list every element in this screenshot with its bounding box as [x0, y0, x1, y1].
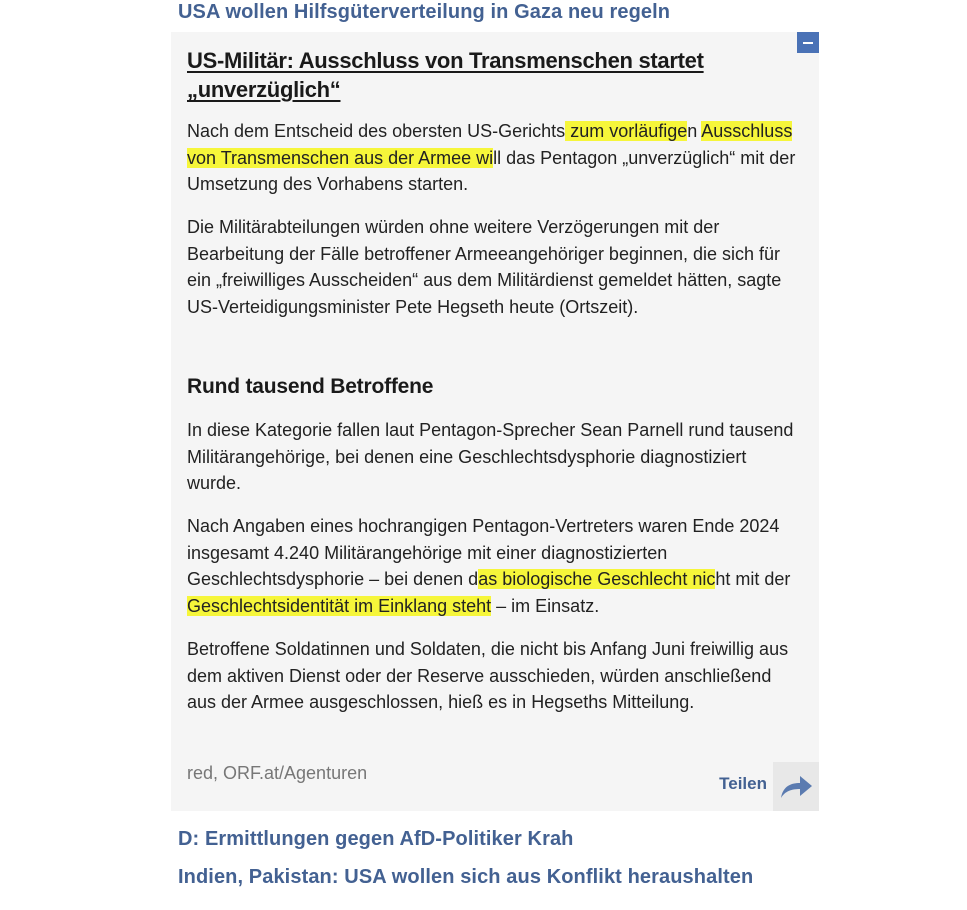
share-button[interactable]: [773, 762, 819, 811]
story-link-indien-pakistan[interactable]: Indien, Pakistan: USA wollen sich aus Konflikt heraushalten: [178, 866, 754, 888]
p1-text-c: ll das Pentagon „unverzüglich“ mit der Umsetzung des Vorhabens starten.: [187, 147, 796, 195]
share-arrow-icon: [779, 774, 813, 800]
story-link-gaza[interactable]: USA wollen Hilfsgüterverteilung in Gaza neu regeln: [178, 1, 671, 23]
story-panel: [171, 32, 819, 811]
p4-highlight-2: Geschlechtsidentität im Einklang steht: [187, 596, 492, 617]
share-label[interactable]: Teilen: [719, 774, 767, 793]
subheading: Rund tausend Betroffene: [187, 375, 434, 398]
p1-text-a: Nach dem Entscheid des obersten US-Gerichts: [187, 121, 566, 141]
paragraph-4: [187, 513, 799, 620]
paragraph-5: Betroffene Soldatinnen und Soldaten, die nicht bis Anfang Juni freiwillig aus dem aktiven Dienst oder der Reserve ausschieden, würden anschließend aus der Armee ausgeschlossen, hieß es in Hegseths Mitteilung.: [187, 639, 789, 713]
p4-text-a: Nach Angaben eines hochrangigen Pentagon-Vertreters waren Ende 2024 insgesamt 4.240 Militärangehörige mit einer diagnostizierten Geschlechtsdysphorie – bei denen d: [187, 516, 780, 590]
minus-icon: [803, 42, 813, 44]
p4-highlight-1: as biologische Geschlecht nic: [478, 569, 716, 590]
paragraph-3: In diese Kategorie fallen laut Pentagon-Sprecher Sean Parnell rund tausend Militärangehörige, bei denen eine Geschlechtsdysphorie diagnostiziert wurde.: [187, 420, 794, 494]
collapse-button[interactable]: [797, 32, 819, 53]
story-link-krah[interactable]: D: Ermittlungen gegen AfD-Politiker Krah: [178, 828, 574, 850]
source-credit: red, ORF.at/Agenturen: [187, 763, 368, 783]
p4-text-c: – im Einsatz.: [491, 596, 600, 617]
paragraph-2: Die Militärabteilungen würden ohne weitere Verzögerungen mit der Bearbeitung der Fälle betroffener Armeeangehöriger beginnen, die sich für ein „freiwilliges Ausscheiden“ aus dem Militärdienst gemeldet hätten, sagte US-Verteidigungsminister Pete Hegseth heute (Ortszeit).: [187, 217, 782, 318]
paragraph-1: [187, 118, 799, 198]
p1-text-b: n: [687, 121, 702, 141]
p4-text-b: ht mit der: [715, 569, 791, 590]
p1-highlight-2: Ausschluss von Transmenschen aus der Armee wi: [187, 121, 793, 168]
p1-highlight-1: zum vorläufige: [565, 121, 688, 141]
story-title[interactable]: US-Militär: Ausschluss von Transmenschen startet „unverzüglich“: [187, 48, 704, 102]
